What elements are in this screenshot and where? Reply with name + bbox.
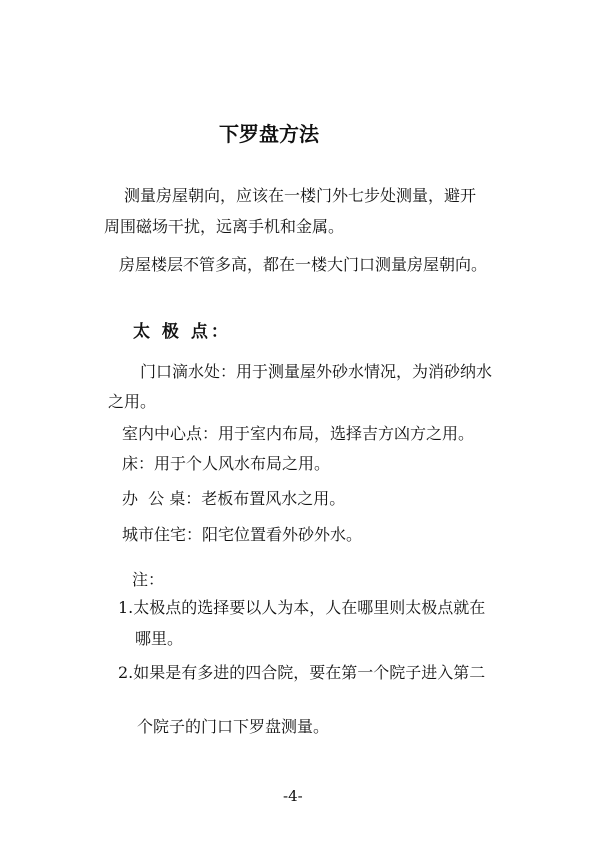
item-bed: 床：用于个人风水布局之用。: [122, 454, 331, 473]
intro-line-3: 房屋楼层不管多高，都在一楼大门口测量房屋朝向。: [119, 255, 488, 274]
section-heading-taiji: 太 极 点：: [133, 322, 231, 342]
intro-line-2: 周围磁场干扰，远离手机和金属。: [104, 217, 345, 236]
note-2-line-2: 个院子的门口下罗盘测量。: [137, 717, 330, 736]
item-door-line-1: 门口滴水处：用于测量屋外砂水情况，为消砂纳水: [140, 362, 493, 381]
note-1-line-1: 1.太极点的选择要以人为本，人在哪里则太极点就在: [118, 598, 486, 617]
note-1-line-2: 哪里。: [135, 629, 184, 648]
page-number: -4-: [283, 787, 303, 805]
item-desk: 办 公 桌：老板布置风水之用。: [122, 489, 346, 508]
intro-line-1: 测量房屋朝向，应该在一楼门外七步处测量，避开: [124, 186, 477, 205]
page-title: 下罗盘方法: [219, 122, 319, 146]
item-indoor-center: 室内中心点：用于室内布局，选择吉方凶方之用。: [122, 424, 475, 443]
item-door-line-2: 之用。: [108, 392, 157, 411]
note-2-line-1: 2.如果是有多进的四合院，要在第一个院子进入第二: [118, 663, 486, 682]
item-city-house: 城市住宅：阳宅位置看外砂外水。: [122, 525, 363, 544]
notes-label: 注：: [132, 570, 165, 589]
